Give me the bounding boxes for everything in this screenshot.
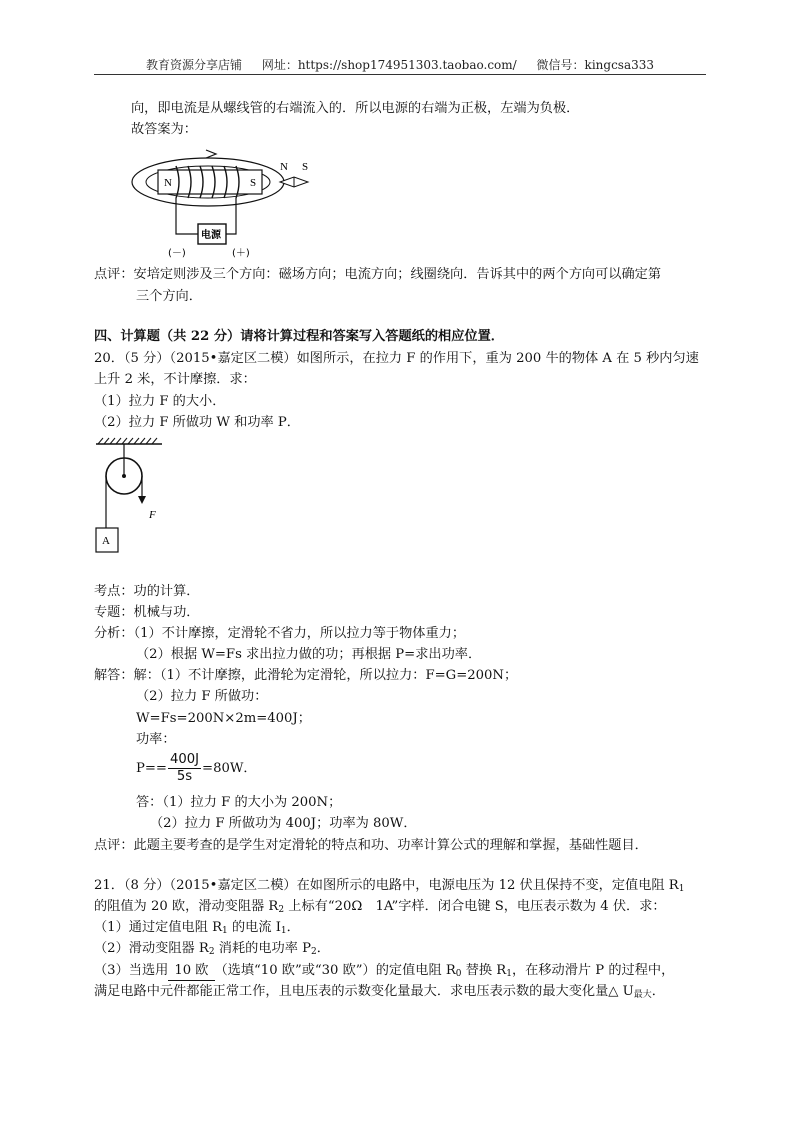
q21-sub1-c: ． [286,920,300,935]
q21-sub1-b: 的电流 I [227,920,281,935]
q21-line2-sub: 2 [278,905,285,915]
q20-fenxi2: （2）根据 W=Fs 求出拉力做的功；再根据 P=求出功率． [136,647,482,662]
header-site: 网址：https://shop174951303.taobao.com/ [261,58,517,72]
solenoid-figure [130,146,330,262]
wire-right [226,198,236,234]
q21-line2 [94,898,666,919]
negative-terminal-label: (－) [168,248,186,259]
q21-sub2-a: （2）滑动变阻器 R [94,941,209,956]
prev-comment-line1: 点评：安培定则涉及三个方向：磁场方向；电流方向；线圈绕向．告诉其中的两个方向可以确定第 [94,267,662,282]
q20-fenxi1: 分析：（1）不计摩擦，定滑轮不省力，所以拉力等于物体重力； [94,626,466,641]
q20-line2: 上升 2 米，不计摩擦．求： [94,372,256,387]
header-wechat: 微信号：kingcsa333 [536,58,655,72]
core-n-label: N [164,177,172,189]
q21-sub2 [94,940,330,961]
q20-ans1: 答：（1）拉力 F 的大小为 200N； [136,795,342,810]
force-label: F [149,509,156,521]
q20-ans2: （2）拉力 F 所做功为 400J；功率为 80W． [150,816,417,831]
positive-terminal-label: (＋) [232,248,250,259]
q20-dianping: 点评：此题主要考查的是学生对定滑轮的特点和功、功率计算公式的理解和掌握，基础性题目． [94,838,648,853]
q21-last-a: 满足电路中元件都能正常工作，且电压表的示数变化量最大．求电压表示数的最大变化量△ U [94,984,634,999]
q21-line1-text: 21．（8 分）（2015•嘉定区二模）在如图所示的电路中，电源电压为 12 伏且保持不变，定值电阻 R [94,878,679,893]
q20-kaodian: 考点：功的计算． [94,584,200,599]
formula-numerator: 400J [169,752,200,767]
q20-jieda1: 解答：解：（1）不计摩擦，此滑轮为定滑轮，所以拉力：F=G=200N； [94,668,518,683]
q21-sub2-s1: 2 [208,947,215,957]
q21-line1-sub: 1 [678,884,685,894]
formula-suffix: =80W． [202,761,257,776]
header-store: 教育资源分享店铺 [145,58,242,72]
solenoid-core [158,170,262,194]
q20-zhuanti: 专题：机械与功． [94,605,200,620]
block-a-label: A [102,535,110,547]
needle-s-label: S [302,161,309,173]
ceiling-hatch [98,438,157,444]
q21-last-line [94,983,665,1004]
q21-last-sub: 最大 [633,990,652,1000]
q20-sub1: （1）拉力 F 的大小． [94,394,226,409]
needle-n-label: N [280,161,288,173]
q21-sub2-s2: 2 [310,947,317,957]
q21-sub2-c: ． [316,941,330,956]
q21-sub2-b: 消耗的电功率 P [214,941,311,956]
q21-sub3-c: 替换 R [461,963,507,978]
q21-sub1 [94,919,300,940]
q21-last-b: ． [651,984,665,999]
prev-line2: 故答案为： [131,122,197,137]
core-s-label: S [250,177,257,189]
q21-sub3-d: ，在移动滑片 P 的过程中， [511,963,675,978]
prev-line1: 向，即电流是从螺线管的右端流入的．所以电源的右端为正极，左端为负极． [131,101,580,116]
q21-sub3-s2: 1 [506,969,512,979]
q21-sub1-s2: 1 [280,926,287,936]
pulley-figure [94,436,174,558]
q21-sub3-a: （3）当选用 [94,963,169,978]
q20-jieda4: 功率： [136,732,176,747]
q20-jieda3: W=Fs=200N×2m=400J； [136,711,311,726]
header-rule [94,74,706,75]
prev-comment-line2: 三个方向． [136,289,202,304]
q21-sub3-s1: 0 [455,969,462,979]
q20-line1: 20．（5 分）（2015•嘉定区二模）如图所示，在拉力 F 的作用下，重为 200 牛的物体 A 在 5 秒内匀速 [94,351,699,366]
q20-jieda2: （2）拉力 F 所做功： [136,689,268,704]
q21-line2-text-a: 的阻值为 20 欧，滑动变阻器 R [94,899,279,914]
q21-line1 [94,877,684,898]
formula-prefix: P== [136,761,167,776]
q21-sub1-s1: 1 [222,926,228,936]
field-arrow [206,150,216,158]
page-header [0,56,800,73]
q21-sub3 [94,962,674,983]
formula-denominator: 5s [176,769,193,784]
q20-sub2: （2）拉力 F 所做功 W 和功率 P． [94,415,300,430]
force-arrow-icon [138,496,146,504]
q20-power-formula [136,752,257,785]
q21-line2-text-b: 上标有“20Ω 1A”字样．闭合电键 S，电压表示数为 4 伏．求： [284,899,666,914]
power-source-label: 电源 [201,230,221,241]
formula-fraction [168,752,201,785]
section-title: 四、计算题（共 22 分）请将计算过程和答案写入答题纸的相应位置． [94,329,504,344]
q21-sub3-b: （选填“10 欧”或“30 欧”）的定值电阻 R [214,963,456,978]
wire-left [176,198,198,234]
q21-sub1-a: （1）通过定值电阻 R [94,920,223,935]
q21-answer-blank: 10 欧 [168,962,214,981]
